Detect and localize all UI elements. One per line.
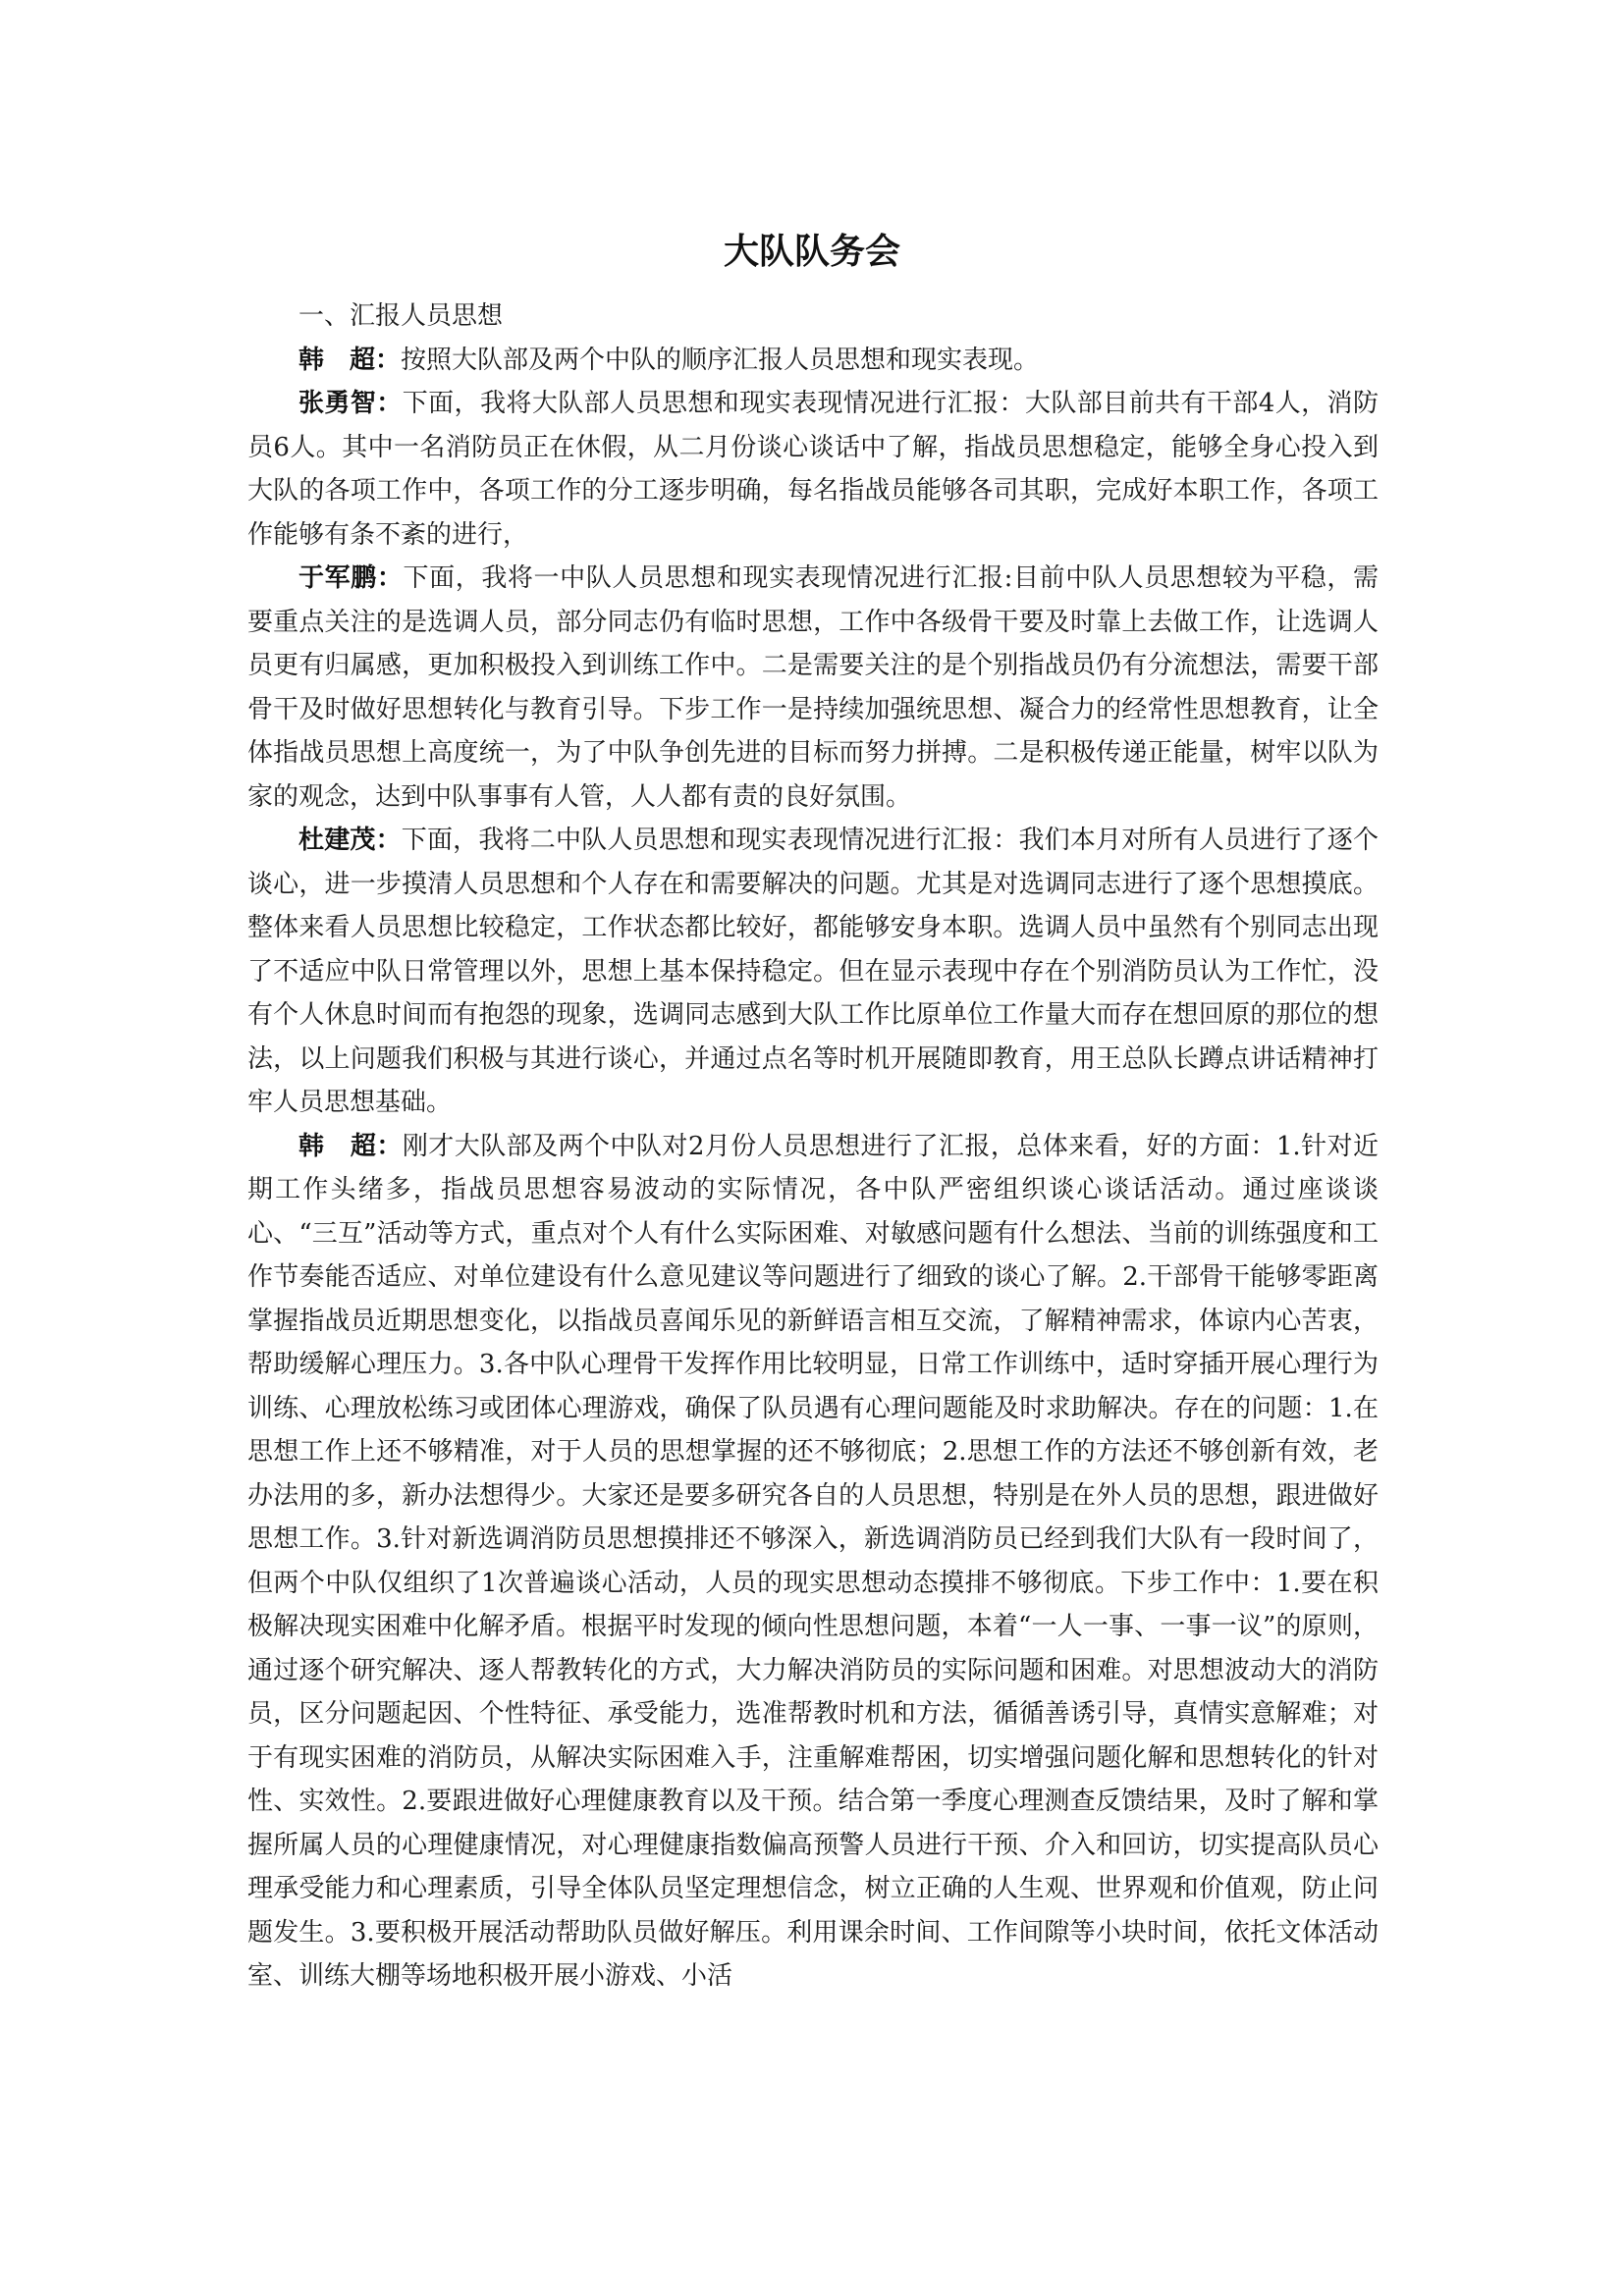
paragraph-han-chao-1 — [247, 339, 1379, 383]
speaker-name: 于军鹏： — [298, 563, 404, 593]
paragraph-text: 下面，我将大队部人员思想和现实表现情况进行汇报：大队部目前共有干部4人，消防员6人。其中一名消防员正在休假，从二月份谈心谈话中了解，指战员思想稳定，能够全身心投入到大队的各项工作中，各项工作的分工逐步明确，每名指战员能够各司其职，完成好本职工作，各项工作能够有条不紊的进行， — [247, 389, 1379, 550]
speaker-name: 韩 超： — [298, 345, 402, 375]
paragraph-text: 刚才大队部及两个中队对2月份人员思想进行了汇报，总体来看，好的方面：1.针对近期工作头绪多，指战员思想容易波动的实际情况，各中队严密组织谈心谈话活动。通过座谈谈心、“三互”活动等方式，重点对个人有什么实际困难、对敏感问题有什么想法、当前的训练强度和工作节奏能否适应、对单位建设有什么意见建议等问题进行了细致的谈心了解。2.干部骨干能够零距离掌握指战员近期思想变化，以指战员喜闻乐见的新鲜语言相互交流，了解精神需求，体谅内心苦衷，帮助缓解心理压力。3.各中队心理骨干发挥作用比较明显，日常工作训练中，适时穿插开展心理行为训练、心理放松练习或团体心理游戏，确保了队员遇有心理问题能及时求助解决。存在的问题：1.在思想工作上还不够精准，对于人员的思想掌握的还不够彻底；2.思想工作的方法还不够创新有效，老办法用的多，新办法想得少。大家还是要多研究各自的人员思想，特别是在外人员的思想，跟进做好思想工作。3.针对新选调消防员思想摸排还不够深入，新选调消防员已经到我们大队有一段时间了，但两个中队仅组织了1次普遍谈心活动，人员的现实思想动态摸排不够彻底。下步工作中：1.要在积极解决现实困难中化解矛盾。根据平时发现的倾向性思想问题，本着“一人一事、一事一议”的原则，通过逐个研究解决、逐人帮教转化的方式，大力解决消防员的实际问题和困难。对思想波动大的消防员，区分问题起因、个性特征、承受能力，选准帮教时机和方法，循循善诱引导，真情实意解难；对于有现实困难的消防员，从解决实际困难入手，注重解难帮困，切实增强问题化解和思想转化的针对性、实效性。2.要跟进做好心理健康教育以及干预。结合第一季度心理测查反馈结果，及时了解和掌握所属人员的心理健康情况，对心理健康指数偏高预警人员进行干预、介入和回访，切实提高队员心理承受能力和心理素质，引导全体队员坚定理想信念，树立正确的人生观、世界观和价值观，防止问题发生。3.要积极开展活动帮助队员做好解压。利用课余时间、工作间隙等小块时间，依托文体活动室、训练大棚等场地积极开展小游戏、小活 — [247, 1131, 1379, 1991]
document-body — [247, 294, 1379, 1999]
paragraph-text: 下面，我将二中队人员思想和现实表现情况进行汇报：我们本月对所有人员进行了逐个谈心，进一步摸清人员思想和个人存在和需要解决的问题。尤其是对选调同志进行了逐个思想摸底。整体来看人员思想比较稳定，工作状态都比较好，都能够安身本职。选调人员中虽然有个别同志出现了不适应中队日常管理以外，思想上基本保持稳定。但在显示表现中存在个别消防员认为工作忙，没有个人休息时间而有抱怨的现象，选调同志感到大队工作比原单位工作量大而存在想回原的那位的想法，以上问题我们积极与其进行谈心，并通过点名等时机开展随即教育，用王总队长蹲点讲话精神打牢人员思想基础。 — [247, 826, 1379, 1117]
paragraph-text: 下面，我将一中队人员思想和现实表现情况进行汇报:目前中队人员思想较为平稳，需要重点关注的是选调人员，部分同志仍有临时思想，工作中各级骨干要及时靠上去做工作，让选调人员更有归属感，更加积极投入到训练工作中。二是需要关注的是个别指战员仍有分流想法，需要干部骨干及时做好思想转化与教育引导。下步工作一是持续加强统思想、凝合力的经常性思想教育，让全体指战员思想上高度统一，为了中队争创先进的目标而努力拼搏。二是积极传递正能量，树牢以队为家的观念，达到中队事事有人管，人人都有责的良好氛围。 — [247, 563, 1379, 812]
speaker-name: 张勇智： — [298, 389, 403, 418]
paragraph-yu-junpeng — [247, 557, 1379, 819]
paragraph-zhang-yongzhi — [247, 382, 1379, 557]
speaker-name: 韩 超： — [298, 1131, 403, 1161]
document-title: 大队队务会 — [723, 231, 900, 272]
paragraph-han-chao-2 — [247, 1125, 1379, 1999]
paragraph-du-jianmao — [247, 819, 1379, 1125]
section-heading: 一、汇报人员思想 — [298, 301, 504, 331]
speaker-name: 杜建茂： — [298, 826, 402, 855]
paragraph-text: 按照大队部及两个中队的顺序汇报人员思想和现实表现。 — [401, 345, 1040, 375]
